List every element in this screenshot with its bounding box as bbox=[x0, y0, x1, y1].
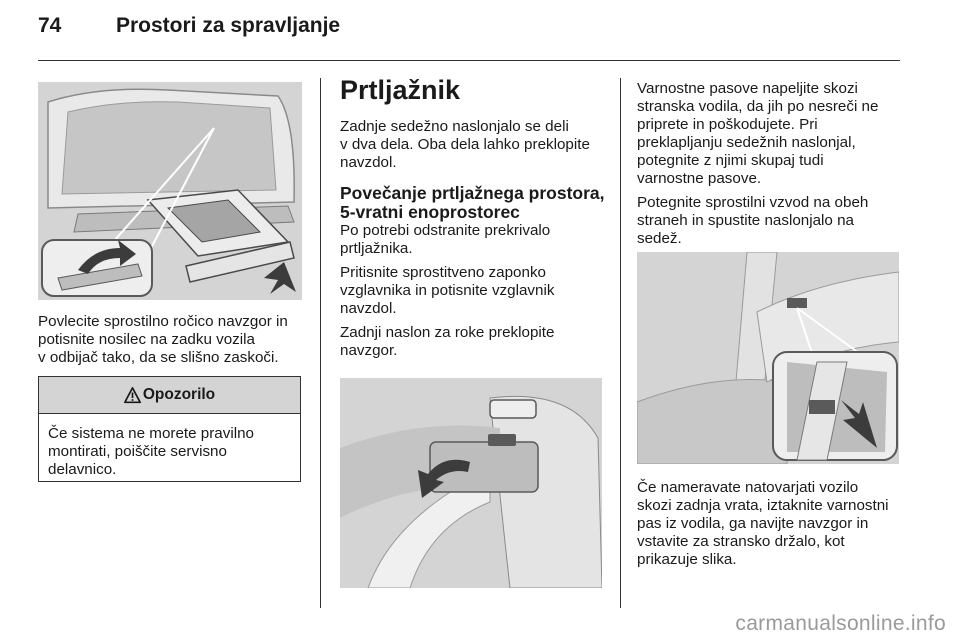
cover-paragraph bbox=[340, 222, 610, 258]
header-rule bbox=[38, 60, 900, 61]
subheading-line-1: Povečanje prtljažnega prostora, bbox=[340, 183, 605, 203]
headrest-paragraph bbox=[340, 264, 610, 318]
headrest-release-illustration bbox=[340, 378, 602, 588]
release-lever-line-1: Potegnite sprostilni vzvod na obeh bbox=[637, 194, 869, 211]
warning-line-1: Če sistema ne morete pravilno bbox=[48, 425, 254, 442]
intro-paragraph bbox=[340, 118, 610, 172]
loading-line-3: pas iz vodila, ga navijte navzgor in bbox=[637, 515, 869, 532]
belt-guide-line-1: Varnostne pasove napeljite skozi bbox=[637, 80, 858, 97]
belt-guide-line-4: preklapljanju sedežnih naslonjal, bbox=[637, 134, 856, 151]
headrest-release-drawing bbox=[340, 378, 602, 588]
watermark: carmanualsonline.info bbox=[735, 612, 946, 635]
belt-guide-line-2: stranska vodila, da jih po nesreči ne bbox=[637, 98, 879, 115]
middle-column bbox=[340, 74, 610, 366]
warning-header bbox=[39, 377, 300, 414]
seatback-release-illustration bbox=[637, 252, 899, 464]
cover-line-1: Po potrebi odstranite prekrivalo bbox=[340, 222, 551, 239]
warning-body bbox=[39, 414, 300, 479]
bike-carrier-drawing bbox=[38, 82, 302, 300]
warning-line-3: delavnico. bbox=[48, 461, 117, 478]
armrest-line-2: navzgor. bbox=[340, 342, 398, 359]
headrest-line-1: Pritisnite sprostitveno zaponko bbox=[340, 264, 546, 281]
subheading bbox=[340, 184, 610, 222]
release-lever-paragraph bbox=[637, 194, 907, 248]
loading-line-2: skozi zadnja vrata, iztaknite varnostni bbox=[637, 497, 889, 514]
belt-guide-paragraph bbox=[637, 80, 907, 188]
armrest-paragraph bbox=[340, 324, 610, 360]
right-column-top bbox=[637, 80, 907, 254]
column-divider-right bbox=[620, 78, 621, 608]
caption-line-2: potisnite nosilec na zadku vozila bbox=[38, 331, 255, 348]
page-number: 74 bbox=[38, 14, 62, 37]
warning-line-2: montirati, poiščite servisno bbox=[48, 443, 227, 460]
caption-line-1: Povlecite sprostilno ročico navzgor in bbox=[38, 313, 288, 330]
release-lever-line-3: sedež. bbox=[637, 230, 682, 247]
cover-line-2: prtljažnika. bbox=[340, 240, 413, 257]
intro-line-3: navzdol. bbox=[340, 154, 397, 171]
warning-box bbox=[38, 376, 301, 482]
intro-line-1: Zadnje sedežno naslonjalo se deli bbox=[340, 118, 569, 135]
seatback-release-drawing bbox=[637, 252, 899, 464]
bike-carrier-illustration bbox=[38, 82, 302, 300]
belt-guide-line-3: priprete in poškodujete. Pri bbox=[637, 116, 818, 133]
armrest-line-1: Zadnji naslon za roke preklopite bbox=[340, 324, 555, 341]
loading-line-5: prikazuje slika. bbox=[637, 551, 737, 568]
column-divider-left bbox=[320, 78, 321, 608]
loading-paragraph bbox=[637, 479, 907, 569]
loading-line-1: Če nameravate natovarjati vozilo bbox=[637, 479, 859, 496]
subheading-line-2: 5-vratni enoprostorec bbox=[340, 202, 520, 222]
right-column-bottom bbox=[637, 479, 907, 575]
release-lever-line-2: straneh in spustite naslonjalo na bbox=[637, 212, 854, 229]
page-header-title: Prostori za spravljanje bbox=[116, 14, 341, 37]
headrest-line-3: navzdol. bbox=[340, 300, 397, 317]
warning-title: Opozorilo bbox=[142, 386, 216, 403]
section-heading: Prtljažnik bbox=[340, 75, 461, 105]
belt-guide-line-5: potegnite z njimi skupaj tudi bbox=[637, 152, 824, 169]
bike-carrier-caption bbox=[38, 313, 308, 367]
headrest-line-2: vzglavnika in potisnite vzglavnik bbox=[340, 282, 555, 299]
belt-guide-line-6: varnostne pasove. bbox=[637, 170, 762, 187]
loading-line-4: vstavite za stransko držalo, kot bbox=[637, 533, 845, 550]
caption-line-3: v odbijač tako, da se slišno zaskoči. bbox=[38, 349, 279, 366]
warning-triangle-icon bbox=[124, 387, 141, 404]
intro-line-2: v dva dela. Oba dela lahko preklopite bbox=[340, 136, 590, 153]
